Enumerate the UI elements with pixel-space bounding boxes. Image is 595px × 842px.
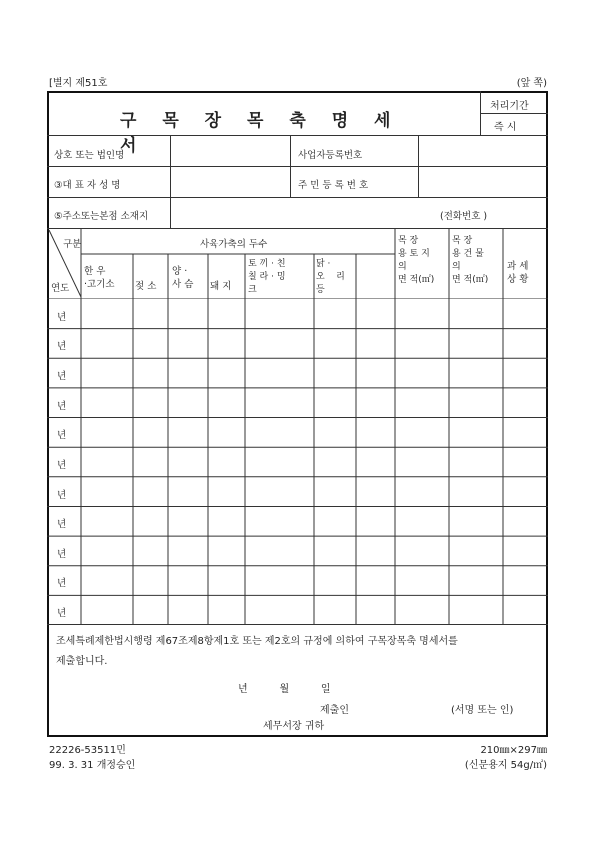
year-row-9: 년 <box>57 549 67 560</box>
year-row-5: 년 <box>57 430 67 441</box>
biz-reg-label: 사업자등록번호 <box>298 150 363 161</box>
year-row-1: 년 <box>57 312 67 323</box>
address-divider <box>170 197 171 228</box>
company-label: 상호 또는 법인명 <box>54 150 125 161</box>
building-area-header: 목 장 용 건 물 의 면 적(㎡) <box>452 236 489 285</box>
paper-size: 210㎜×297㎜ <box>480 745 547 756</box>
info-row-line-2 <box>47 197 548 198</box>
year-row-10: 년 <box>57 578 67 589</box>
statement-text: 조세특례제한법시행령 제67조제8항제1호 또는 제2호의 규정에 의하여 구목장목축 명세서를 제출합니다. <box>56 636 458 667</box>
livestock-header: 사육가축의 두수 <box>200 239 268 250</box>
document-title: 구 목 장 목 축 명 세 서 <box>120 111 401 156</box>
col-hanwoo: 한 우 ·고기소 <box>84 266 115 290</box>
col-chicken-duck: 닭 · 오 리 등 <box>316 259 345 295</box>
signature-label: (서명 또는 인) <box>451 705 514 716</box>
date-line: 년 월 일 <box>238 684 331 695</box>
processing-label: 처리기간 <box>490 101 529 112</box>
year-row-6: 년 <box>57 460 67 471</box>
recipient-label: 세무서장 귀하 <box>263 721 325 732</box>
form-number: [별지 제51호 <box>49 78 108 89</box>
col-sheep-deer: 양 · 사 슴 <box>172 266 194 290</box>
year-row-3: 년 <box>57 371 67 382</box>
table-body-lines <box>47 299 548 625</box>
address-label: ⑤주소또는본점 소재지 <box>54 211 149 222</box>
tax-status-header: 과 세 상 황 <box>507 261 529 285</box>
land-area-header: 목 장 용 토 지 의 면 적(㎡) <box>398 236 435 285</box>
year-row-2: 년 <box>57 341 67 352</box>
col-rabbit: 토 끼 · 친 칠 라 · 밍 크 <box>248 259 286 295</box>
rep-name-label: ③대 표 자 성 명 <box>54 180 121 191</box>
year-row-4: 년 <box>57 401 67 412</box>
category-label: 구분 <box>63 239 82 250</box>
year-row-8: 년 <box>57 519 67 530</box>
col-dairy: 젖 소 <box>135 281 157 292</box>
year-row-11: 년 <box>57 608 67 619</box>
info-row-line-1 <box>47 166 548 167</box>
year-label: 연도 <box>51 283 70 294</box>
paper-type: (신문용지 54g/㎡) <box>464 760 547 771</box>
submitter-label: 제출인 <box>320 705 349 716</box>
title-bottom-line <box>47 135 548 136</box>
phone-label: (전화번호 ) <box>440 211 488 222</box>
page-side-label: (앞 쪽) <box>516 78 547 89</box>
col-pig: 돼 지 <box>210 281 232 292</box>
year-row-7: 년 <box>57 490 67 501</box>
resident-no-label: 주 민 등 록 번 호 <box>298 180 369 191</box>
processing-value: 즉 시 <box>494 122 517 133</box>
form-code: 22226-53511민 <box>49 745 126 756</box>
processing-split <box>480 113 548 114</box>
approval-date: 99. 3. 31 개정승인 <box>49 760 136 771</box>
